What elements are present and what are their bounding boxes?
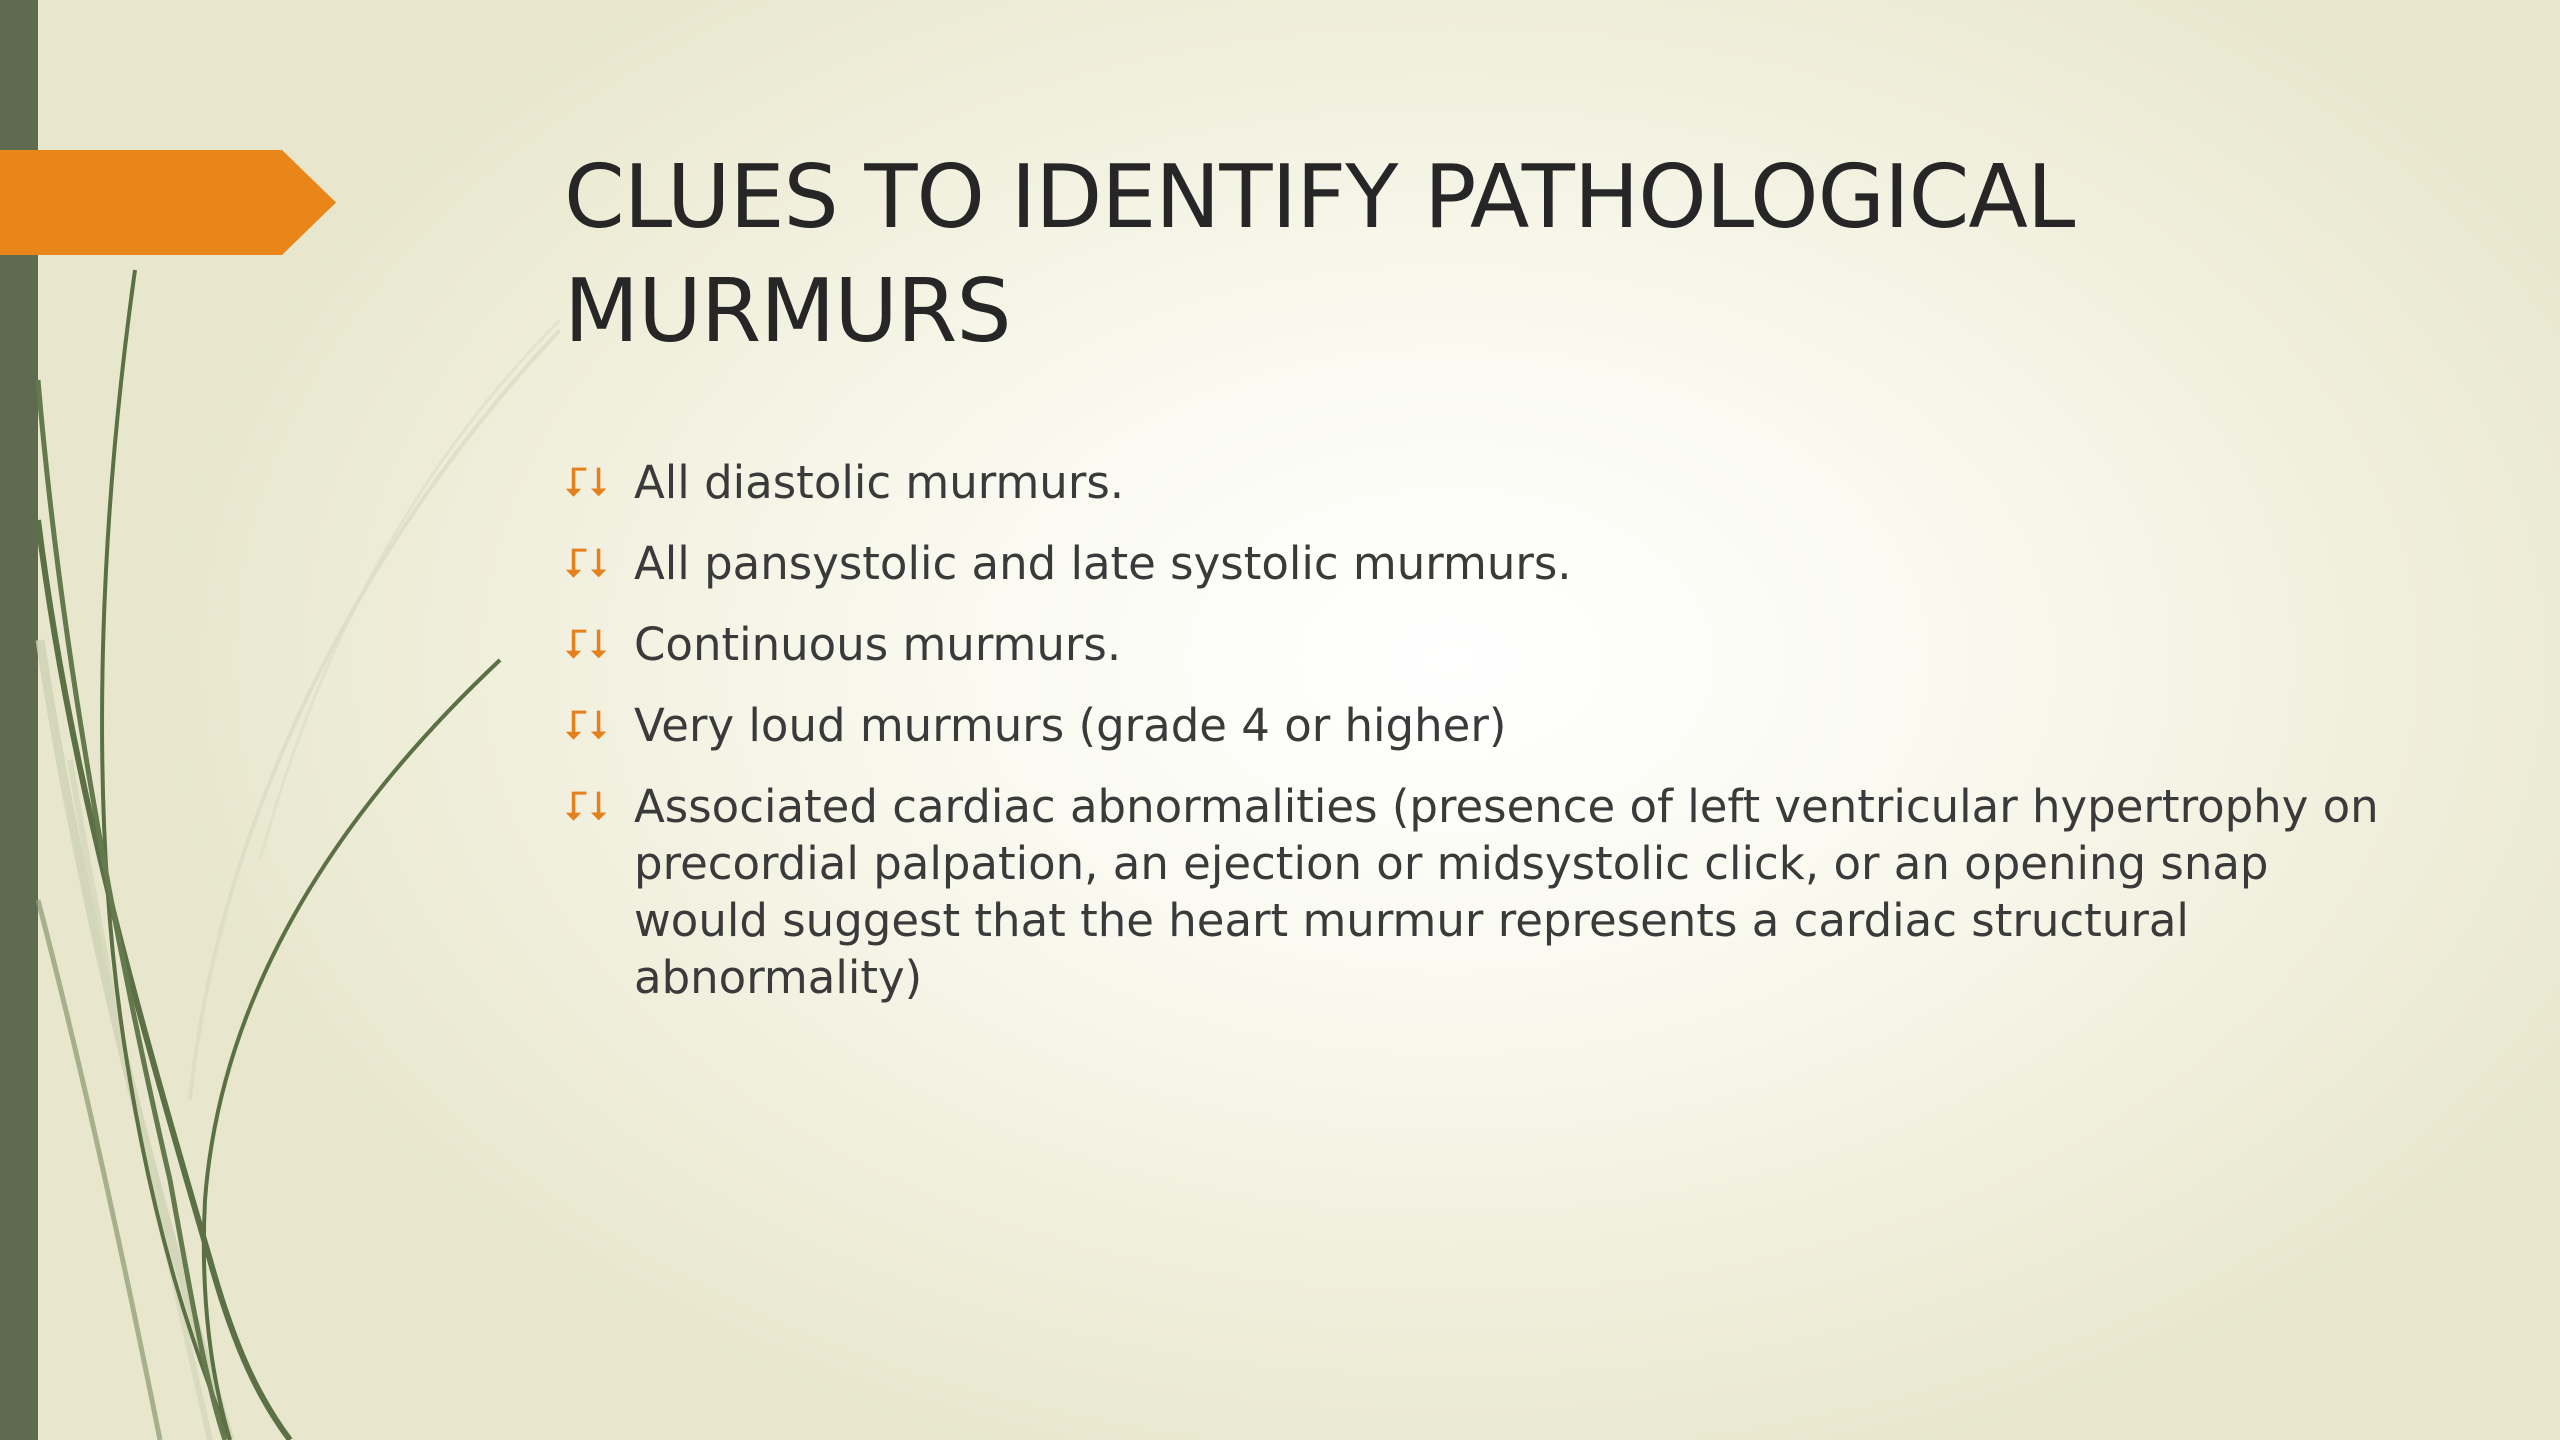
orange-pointer-tab — [0, 150, 336, 255]
list-item — [564, 535, 2404, 592]
bullet-text: Very loud murmurs (grade 4 or higher) — [634, 699, 1507, 752]
bullet-text: Associated cardiac abnormalities (presence of left ventricular hypertrophy on precordial palpation, an ejection or midsystolic click, or an opening snap would suggest that the heart murmur represents a cardiac structural abnormality) — [634, 780, 2379, 1004]
list-item — [564, 778, 2404, 1006]
orange-arrow-bullet-icon: ⮦⭣ — [564, 459, 611, 505]
orange-arrow-bullet-icon: ⮦⭣ — [564, 702, 611, 748]
orange-arrow-bullet-icon: ⮦⭣ — [564, 621, 611, 667]
list-item — [564, 616, 2404, 673]
bullet-text: Continuous murmurs. — [634, 618, 1122, 671]
list-item — [564, 697, 2404, 754]
orange-arrow-bullet-icon: ⮦⭣ — [564, 540, 611, 586]
bullet-text: All pansystolic and late systolic murmurs. — [634, 537, 1572, 590]
bullet-text: All diastolic murmurs. — [634, 456, 1125, 509]
bullet-list — [564, 454, 2404, 1030]
slide-title: CLUES TO IDENTIFY PATHOLOGICAL MURMURS — [564, 146, 2075, 362]
list-item — [564, 454, 2404, 511]
orange-arrow-bullet-icon: ⮦⭣ — [564, 783, 611, 829]
